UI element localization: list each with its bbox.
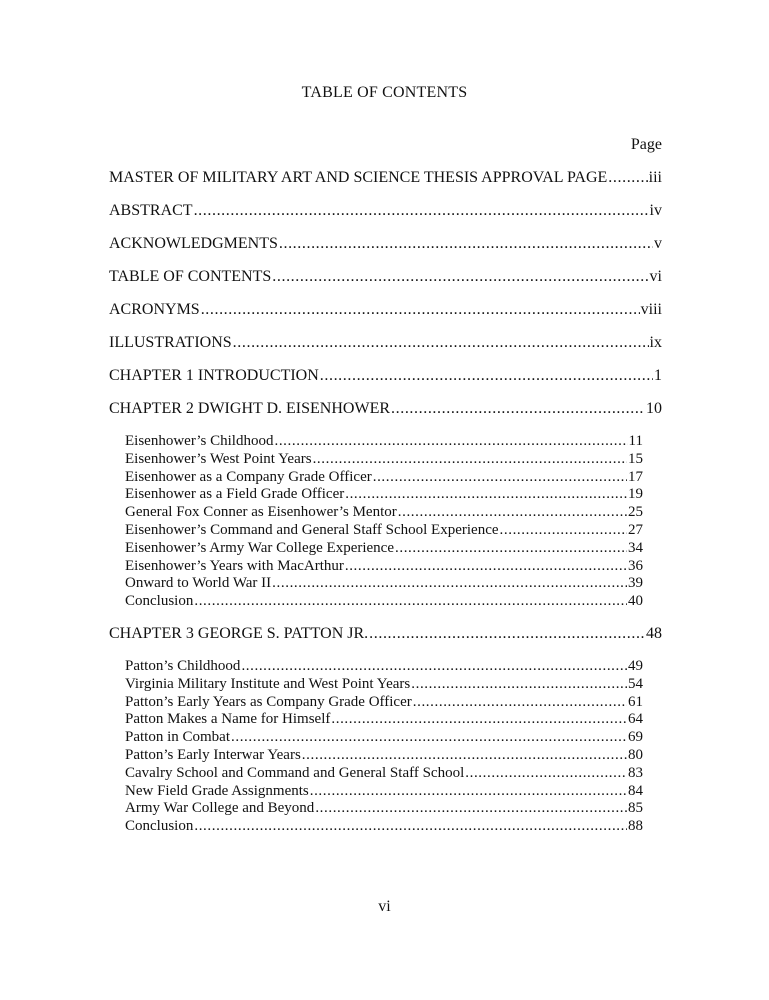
dot-leader <box>310 783 627 801</box>
dot-leader <box>395 540 627 558</box>
toc-section-page: 80 <box>628 746 643 763</box>
toc-section-page: 83 <box>628 764 643 781</box>
toc-entry-chapter-1 <box>109 367 662 385</box>
toc-section-page: 19 <box>628 486 643 503</box>
toc-entry-page: 48 <box>646 625 662 642</box>
toc-entry-page: viii <box>640 301 662 318</box>
toc-entry-abstract <box>109 202 662 220</box>
toc-section-label: Eisenhower’s West Point Years <box>125 450 312 467</box>
chapter-3-sections <box>0 658 769 836</box>
toc-entry-page: vi <box>649 268 662 285</box>
toc-section-label: Eisenhower’s Army War College Experience <box>125 539 394 556</box>
toc-entry-label: ACKNOWLEDGMENTS <box>109 235 278 252</box>
toc-entry-label: CHAPTER 3 GEORGE S. PATTON JR. <box>109 625 369 642</box>
toc-section-page: 54 <box>628 675 643 692</box>
toc-section-entry <box>125 504 643 522</box>
dot-leader <box>411 676 627 694</box>
dot-leader <box>320 367 653 385</box>
toc-section-label: Onward to World War II <box>125 575 272 592</box>
toc-section-entry <box>125 575 643 593</box>
toc-section-entry <box>125 522 643 540</box>
toc-entry-page: 1 <box>654 367 662 384</box>
toc-section-page: 15 <box>628 450 643 467</box>
toc-section-page: 27 <box>628 521 643 538</box>
toc-section-entry <box>125 486 643 504</box>
toc-section-label: Patton’s Early Interwar Years <box>125 746 301 763</box>
toc-section-entry <box>125 783 643 801</box>
toc-entry-table-of-contents <box>109 268 662 286</box>
toc-section-entry <box>125 593 643 611</box>
dot-leader <box>194 593 627 611</box>
toc-entry-label: CHAPTER 1 INTRODUCTION <box>109 367 319 384</box>
toc-section-entry <box>125 800 643 818</box>
toc-entry-acknowledgments <box>109 235 662 253</box>
toc-entry-approval-page <box>109 169 662 187</box>
toc-section-label: Virginia Military Institute and West Point Years <box>125 675 411 692</box>
toc-entry-label: CHAPTER 2 DWIGHT D. EISENHOWER <box>109 400 391 417</box>
toc-section-entry <box>125 729 643 747</box>
toc-section-page: 88 <box>628 818 643 835</box>
toc-section-page: 36 <box>628 557 643 574</box>
toc-section-entry <box>125 658 643 676</box>
dot-leader <box>272 575 627 593</box>
dot-leader <box>274 433 627 451</box>
toc-entry-label: MASTER OF MILITARY ART AND SCIENCE THESIS APPROVAL PAGE <box>109 169 608 186</box>
toc-section-label: Eisenhower’s Years with MacArthur <box>125 557 344 574</box>
chapter-2-sections <box>0 433 769 611</box>
toc-section-label: Eisenhower as a Field Grade Officer <box>125 486 345 503</box>
toc-entry-label: ACRONYMS <box>109 301 200 318</box>
toc-section-page: 34 <box>628 539 643 556</box>
toc-entry-label: TABLE OF CONTENTS <box>109 268 272 285</box>
toc-section-label: Eisenhower’s Childhood <box>125 433 274 449</box>
toc-entry-label: ABSTRACT <box>109 202 193 219</box>
toc-section-entry <box>125 558 643 576</box>
toc-section-label: Patton’s Childhood <box>125 658 241 674</box>
toc-entry-label: ILLUSTRATIONS <box>109 334 232 351</box>
toc-entry-illustrations <box>109 334 662 352</box>
dot-leader <box>369 625 645 643</box>
page-column-label: Page <box>630 136 662 153</box>
toc-section-page: 11 <box>628 433 643 449</box>
toc-section-label: Army War College and Beyond <box>125 800 315 817</box>
toc-section-page: 49 <box>628 658 643 674</box>
toc-entry-acronyms <box>109 301 662 319</box>
dot-leader <box>315 800 627 818</box>
page-title: TABLE OF CONTENTS <box>301 84 468 101</box>
dot-leader <box>331 711 627 729</box>
dot-leader <box>194 818 627 836</box>
toc-section-entry <box>125 818 643 836</box>
toc-section-entry <box>125 540 643 558</box>
toc-section-entry <box>125 676 643 694</box>
toc-section-label: Eisenhower as a Company Grade Officer <box>125 468 372 485</box>
dot-leader <box>345 486 627 504</box>
dot-leader <box>302 747 627 765</box>
toc-section-page: 84 <box>628 782 643 799</box>
dot-leader <box>398 504 627 522</box>
toc-section-entry <box>125 765 643 783</box>
toc-section-label: Patton’s Early Years as Company Grade Officer <box>125 693 412 710</box>
toc-entry-page: v <box>654 235 662 252</box>
toc-section-page: 61 <box>628 693 643 710</box>
toc-section-label: Eisenhower’s Command and General Staff School Experience <box>125 521 499 538</box>
toc-section-label: Cavalry School and Command and General Staff School <box>125 764 465 781</box>
dot-leader <box>465 765 627 783</box>
toc-section-label: Patton in Combat <box>125 729 230 746</box>
toc-section-label: Conclusion <box>125 593 194 610</box>
toc-entry-page: iv <box>649 202 662 219</box>
page-number: vi <box>378 898 391 915</box>
toc-section-entry <box>125 433 643 451</box>
dot-leader <box>241 658 627 676</box>
toc-section-page: 69 <box>628 729 643 746</box>
toc-section-entry <box>125 451 643 469</box>
toc-section-entry <box>125 747 643 765</box>
toc-section-entry <box>125 469 643 487</box>
toc-section-label: New Field Grade Assignments <box>125 782 309 799</box>
toc-section-page: 39 <box>628 575 643 592</box>
toc-section-entry <box>125 711 643 729</box>
toc-section-page: 40 <box>628 593 643 610</box>
dot-leader <box>413 694 627 712</box>
toc-entry-page: ix <box>649 334 662 351</box>
dot-leader <box>233 334 649 352</box>
dot-leader <box>279 235 653 253</box>
dot-leader <box>272 268 648 286</box>
toc-section-label: General Fox Conner as Eisenhower’s Mentor <box>125 504 397 521</box>
dot-leader <box>500 522 627 540</box>
toc-section-page: 17 <box>628 468 643 485</box>
toc-section-label: Patton Makes a Name for Himself <box>125 711 331 728</box>
toc-entry-chapter-3 <box>109 625 662 643</box>
toc-section-page: 25 <box>628 504 643 521</box>
dot-leader <box>231 729 627 747</box>
toc-entry-page: iii <box>648 169 662 186</box>
dot-leader <box>373 469 627 487</box>
dot-leader <box>313 451 627 469</box>
toc-section-page: 85 <box>628 800 643 817</box>
dot-leader <box>201 301 640 319</box>
dot-leader <box>194 202 649 220</box>
toc-entry-chapter-2 <box>109 400 662 418</box>
dot-leader <box>345 558 627 576</box>
toc-section-entry <box>125 694 643 712</box>
toc-section-page: 64 <box>628 711 643 728</box>
toc-entry-page: 10 <box>646 400 662 417</box>
dot-leader <box>391 400 645 418</box>
toc-section-label: Conclusion <box>125 818 194 835</box>
dot-leader <box>608 169 647 187</box>
